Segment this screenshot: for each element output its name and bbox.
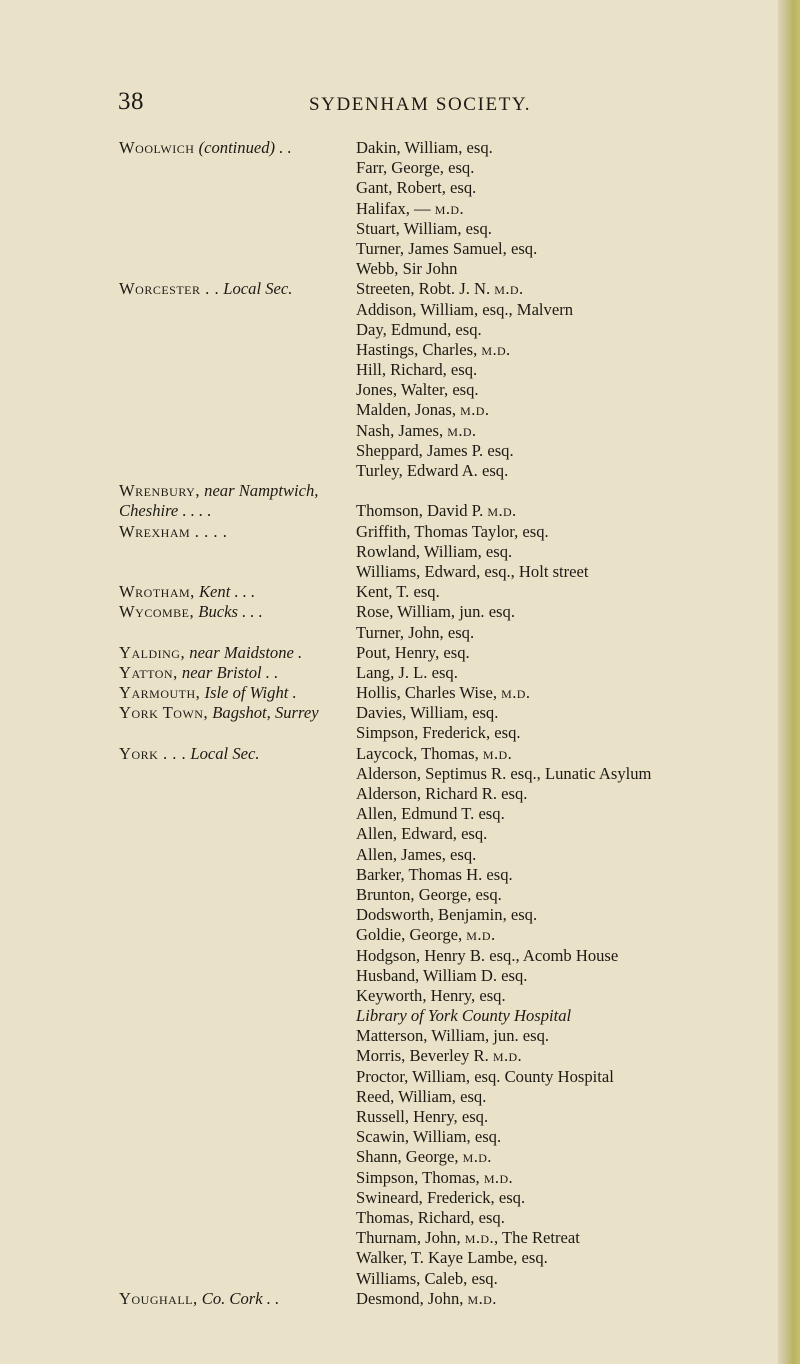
member-name: Allen, Edward, esq. [356,824,488,844]
member-name: Lang, J. L. esq. [356,662,458,682]
list-item [119,1289,779,1309]
member-name: Brunton, George, esq. [356,884,502,904]
list-item [119,360,779,380]
list-item [119,865,779,885]
list-item [119,259,779,279]
member-name: Swineard, Frederick, esq. [356,1187,526,1207]
degree-abbrev: m.d. [466,925,496,945]
place-name: Yarmouth, [119,683,201,703]
member-name: Barker, Thomas H. esq. [356,864,513,884]
list-item [119,1269,779,1289]
member-name: Keyworth, Henry, esq. [356,985,506,1005]
member-name: Dakin, William, esq. [356,138,493,157]
member-name: Kent, T. esq. [356,582,440,602]
list-item [119,1046,779,1066]
member-name: Thomas, Richard, esq. [356,1207,505,1227]
list-item [119,623,779,643]
degree-abbrev: m.d. [464,1228,495,1248]
place-qualifier: near Namptwich, [200,481,319,501]
member-name: Pout, Henry, esq. [356,642,470,662]
member-name: Allen, James, esq. [356,844,477,864]
member-name: Nash, James, m.d. [356,420,477,440]
place-qualifier: Local Sec. [219,279,293,299]
member-name: Simpson, Frederick, esq. [356,723,521,743]
place-label [119,501,212,521]
degree-abbrev: m.d. [434,198,465,218]
list-item [119,1087,779,1107]
member-name: Webb, Sir John [356,259,458,279]
member-name: Streeten, Robt. J. N. m.d. [356,279,524,299]
list-item [119,966,779,986]
list-item [119,239,779,259]
degree-abbrev: m.d. [501,683,531,703]
list-item [119,400,779,420]
list-item [119,845,779,865]
place-label [119,481,318,501]
place-qualifier: Bucks . . . [194,602,263,622]
place-label [119,602,263,622]
place-qualifier: Bagshot, Surrey [208,703,319,723]
list-item [119,522,779,542]
place-label [119,582,255,602]
member-name: Husband, William D. esq. [356,965,528,985]
degree-abbrev: m.d. [483,1167,514,1187]
place-label [119,643,302,663]
member-name: Griffith, Thomas Taylor, esq. [356,521,549,541]
degree-abbrev: m.d. [487,501,517,521]
list-item [119,1168,779,1188]
list-item [119,300,779,320]
list-item [119,643,779,663]
place-name: Youghall, [119,1288,198,1308]
member-name [356,1006,571,1026]
member-name: Hill, Richard, esq. [356,360,478,380]
place-qualifier: near Bristol . . [177,662,279,682]
member-name: Turner, James Samuel, esq. [356,238,538,258]
list-item [119,178,779,198]
place-name: York . . . [119,743,187,763]
member-list [119,138,779,1309]
page-edge-shadow [778,0,800,1364]
place-name: Wycombe, [119,602,195,622]
list-item [119,1127,779,1147]
place-qualifier: Local Sec. [186,743,260,763]
member-name: Laycock, Thomas, m.d. [356,743,513,763]
place-qualifier: Co. Cork . . [197,1288,280,1308]
member-name: Simpson, Thomas, m.d. [356,1167,514,1187]
place-qualifier: Kent . . . [194,582,256,602]
degree-abbrev: m.d. [462,1147,492,1167]
place-qualifier: (continued) . . [194,138,292,157]
member-name: Reed, William, esq. [356,1086,487,1106]
member-name: Turner, John, esq. [356,622,475,642]
member-name: Rowland, William, esq. [356,541,513,561]
list-item [119,279,779,299]
member-name: Russell, Henry, esq. [356,1107,489,1126]
member-name: Stuart, William, esq. [356,218,492,238]
place-name: Yalding, [119,642,186,662]
list-item [119,986,779,1006]
member-name: Davies, William, esq. [356,703,499,723]
place-qualifier: Isle of Wight . [200,683,297,703]
place-name: Wrenbury, [119,481,200,501]
list-item [119,1208,779,1228]
list-item [119,905,779,925]
member-name: Shann, George, m.d. [356,1147,492,1167]
member-name: Matterson, William, jun. esq. [356,1026,550,1046]
list-item [119,663,779,683]
list-item [119,542,779,562]
degree-abbrev: m.d. [492,1046,523,1066]
member-name: Proctor, William, esq. County Hospital [356,1066,614,1086]
degree-abbrev: m.d. [467,1288,497,1308]
degree-abbrev: m.d. [481,339,511,359]
degree-abbrev: m.d. [494,279,524,299]
list-item [119,340,779,360]
list-item [119,158,779,178]
list-item [119,764,779,784]
list-item [119,1188,779,1208]
member-name: Hastings, Charles, m.d. [356,339,511,359]
member-name: Williams, Caleb, esq. [356,1268,498,1288]
member-name: Williams, Edward, esq., Holt street [356,561,589,581]
place-label [119,703,319,723]
member-name: Day, Edmund, esq. [356,319,482,339]
degree-abbrev: m.d. [482,743,513,763]
place-name: Worcester . . [119,279,220,299]
list-item [119,421,779,441]
member-name: Jones, Walter, esq. [356,380,479,400]
member-name: Walker, T. Kaye Lambe, esq. [356,1248,548,1268]
member-name: Addison, William, esq., Malvern [356,299,574,319]
place-name: York Town, [119,703,209,723]
list-item [119,1107,779,1127]
member-name: Alderson, Septimus R. esq., Lunatic Asylum [356,763,652,783]
list-item [119,219,779,239]
running-head: SYDENHAM SOCIETY. [309,94,532,115]
list-item [119,946,779,966]
list-item [119,380,779,400]
list-item [119,602,779,622]
list-item [119,1147,779,1167]
member-name: Thomson, David P. m.d. [356,501,517,521]
page-number: 38 [118,88,144,115]
member-name: Malden, Jonas, m.d. [356,400,490,420]
degree-abbrev: m.d. [460,400,490,420]
member-name: Turley, Edward A. esq. [356,461,509,480]
member-name: Thurnam, John, m.d., The Retreat [356,1228,580,1248]
list-item [119,320,779,340]
degree-abbrev: m.d. [447,420,477,440]
member-name: Desmond, John, m.d. [356,1288,497,1308]
list-item [119,461,779,481]
list-item [119,723,779,743]
place-label [119,744,260,764]
place-label [119,683,297,703]
place-label [119,279,292,299]
place-qualifier: Cheshire . . . . [119,501,212,521]
list-item [119,1006,779,1026]
list-item [119,804,779,824]
list-item [119,501,779,521]
member-name: Farr, George, esq. [356,158,475,178]
place-label [119,522,227,542]
member-name: Gant, Robert, esq. [356,178,477,198]
list-item [119,703,779,723]
place-name: Yatton, [119,662,178,682]
member-name: Goldie, George, m.d. [356,925,496,945]
member-name: Alderson, Richard R. esq. [356,784,528,803]
list-item [119,885,779,905]
list-item [119,481,779,501]
list-item [119,824,779,844]
place-name: Wrotham, [119,582,195,602]
list-item [119,1067,779,1087]
place-qualifier: near Maidstone . [185,642,303,662]
institution-name: Library of York County Hospital [356,1006,572,1026]
list-item [119,138,779,158]
member-name: Morris, Beverley R. m.d. [356,1046,523,1066]
list-item [119,925,779,945]
member-name: Hollis, Charles Wise, m.d. [356,683,531,703]
list-item [119,562,779,582]
member-name: Scawin, William, esq. [356,1127,502,1147]
list-item [119,1248,779,1268]
member-name: Dodsworth, Benjamin, esq. [356,905,538,925]
list-item [119,582,779,602]
member-name: Halifax, — m.d. [356,198,465,218]
list-item [119,199,779,219]
list-item [119,744,779,764]
list-item [119,784,779,804]
place-name: Wrexham . . . . [119,521,228,541]
place-label [119,138,292,158]
place-name: Woolwich [119,138,195,157]
place-label [119,663,278,683]
member-name: Sheppard, James P. esq. [356,440,514,460]
member-name: Rose, William, jun. esq. [356,602,515,622]
member-name: Allen, Edmund T. esq. [356,804,505,824]
list-item [119,1228,779,1248]
member-name: Hodgson, Henry B. esq., Acomb House [356,945,619,965]
place-label [119,1289,279,1309]
list-item [119,441,779,461]
list-item [119,1026,779,1046]
list-item [119,683,779,703]
